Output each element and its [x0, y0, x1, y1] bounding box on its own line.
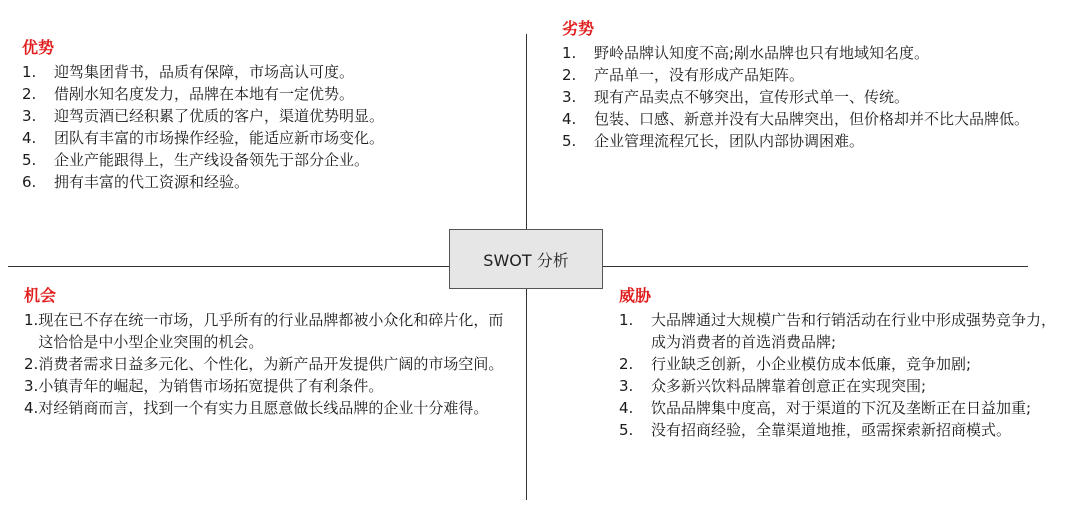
list-item	[24, 375, 504, 397]
item-number: 2.	[22, 85, 37, 103]
item-text: 没有招商经验，全靠渠道地推，亟需探索新招商模式。	[651, 421, 1012, 439]
threats-list	[619, 309, 1059, 441]
list-item	[619, 353, 1059, 375]
strengths-title: 优势	[22, 38, 55, 57]
item-number: 4.	[619, 399, 634, 417]
opportunities-list	[24, 309, 504, 419]
swot-center-label: SWOT 分析	[449, 229, 603, 289]
list-item	[562, 130, 1060, 152]
item-text: 企业产能跟得上，生产线设备领先于部分企业。	[54, 151, 370, 169]
list-item	[619, 375, 1059, 397]
item-number: 5.	[619, 421, 634, 439]
list-item	[24, 397, 504, 419]
list-item	[562, 108, 1060, 130]
item-number: 3.	[24, 377, 39, 395]
weaknesses-quadrant	[562, 19, 1060, 152]
item-number: 2.	[562, 66, 577, 84]
item-text: 迎驾贡酒已经积累了优质的客户，渠道优势明显。	[54, 107, 385, 125]
list-item	[22, 171, 492, 193]
list-item	[22, 149, 492, 171]
item-number: 2.	[619, 355, 634, 373]
item-number: 4.	[22, 129, 37, 147]
opportunities-quadrant	[24, 286, 504, 419]
item-number: 3.	[619, 377, 634, 395]
item-text: 现在已不存在统一市场，几乎所有的行业品牌都被小众化和碎片化，而这恰恰是中小型企业突围的机会。	[38, 311, 504, 351]
weaknesses-title: 劣势	[562, 19, 595, 38]
list-item	[22, 127, 492, 149]
list-item	[24, 309, 504, 353]
list-item	[562, 86, 1060, 108]
item-number: 1.	[22, 63, 37, 81]
list-item	[22, 83, 492, 105]
item-number: 3.	[562, 88, 577, 106]
item-number: 3.	[22, 107, 37, 125]
item-text: 行业缺乏创新，小企业模仿成本低廉，竞争加剧;	[651, 355, 972, 373]
item-number: 1.	[619, 311, 634, 329]
item-text: 现有产品卖点不够突出，宣传形式单一、传统。	[594, 88, 910, 106]
item-text: 迎驾集团背书，品质有保障，市场高认可度。	[54, 63, 355, 81]
item-number: 6.	[22, 173, 37, 191]
item-number: 5.	[562, 132, 577, 150]
list-item	[619, 397, 1059, 419]
list-item	[562, 64, 1060, 86]
item-number: 4.	[24, 399, 39, 417]
item-text: 借剐水知名度发力，品牌在本地有一定优势。	[54, 85, 355, 103]
item-text: 消费者需求日益多元化、个性化，为新产品开发提供广阔的市场空间。	[38, 355, 504, 373]
opportunities-title: 机会	[24, 286, 57, 305]
item-text: 对经销商而言，找到一个有实力且愿意做长线品牌的企业十分难得。	[38, 399, 489, 417]
item-text: 拥有丰富的代工资源和经验。	[54, 173, 250, 191]
item-number: 5.	[22, 151, 37, 169]
item-number: 4.	[562, 110, 577, 128]
item-text: 包装、口感、新意并没有大品牌突出，但价格却并不比大品牌低。	[594, 110, 1030, 128]
item-number: 1.	[562, 44, 577, 62]
item-text: 众多新兴饮料品牌靠着创意正在实现突围;	[651, 377, 927, 395]
list-item	[22, 61, 492, 83]
item-number: 2.	[24, 355, 39, 373]
list-item	[619, 309, 1059, 353]
item-text: 团队有丰富的市场操作经验，能适应新市场变化。	[54, 129, 385, 147]
item-text: 饮品品牌集中度高，对于渠道的下沉及垄断正在日益加重;	[651, 399, 1032, 417]
item-text: 产品单一，没有形成产品矩阵。	[594, 66, 805, 84]
list-item	[24, 353, 504, 375]
list-item	[22, 105, 492, 127]
item-number: 1.	[24, 311, 39, 329]
threats-title: 威胁	[619, 286, 652, 305]
item-text: 企业管理流程冗长，团队内部协调困难。	[594, 132, 865, 150]
list-item	[562, 42, 1060, 64]
item-text: 野岭品牌认知度不高;剐水品牌也只有地域知名度。	[594, 44, 930, 62]
weaknesses-list	[562, 42, 1060, 152]
strengths-quadrant	[22, 38, 492, 193]
list-item	[619, 419, 1059, 441]
threats-quadrant	[619, 286, 1059, 441]
item-text: 小镇青年的崛起，为销售市场拓宽提供了有利条件。	[38, 377, 384, 395]
item-text: 大品牌通过大规模广告和行销活动在行业中形成强势竞争力，成为消费者的首选消费品牌;	[651, 311, 1057, 351]
strengths-list	[22, 61, 492, 193]
